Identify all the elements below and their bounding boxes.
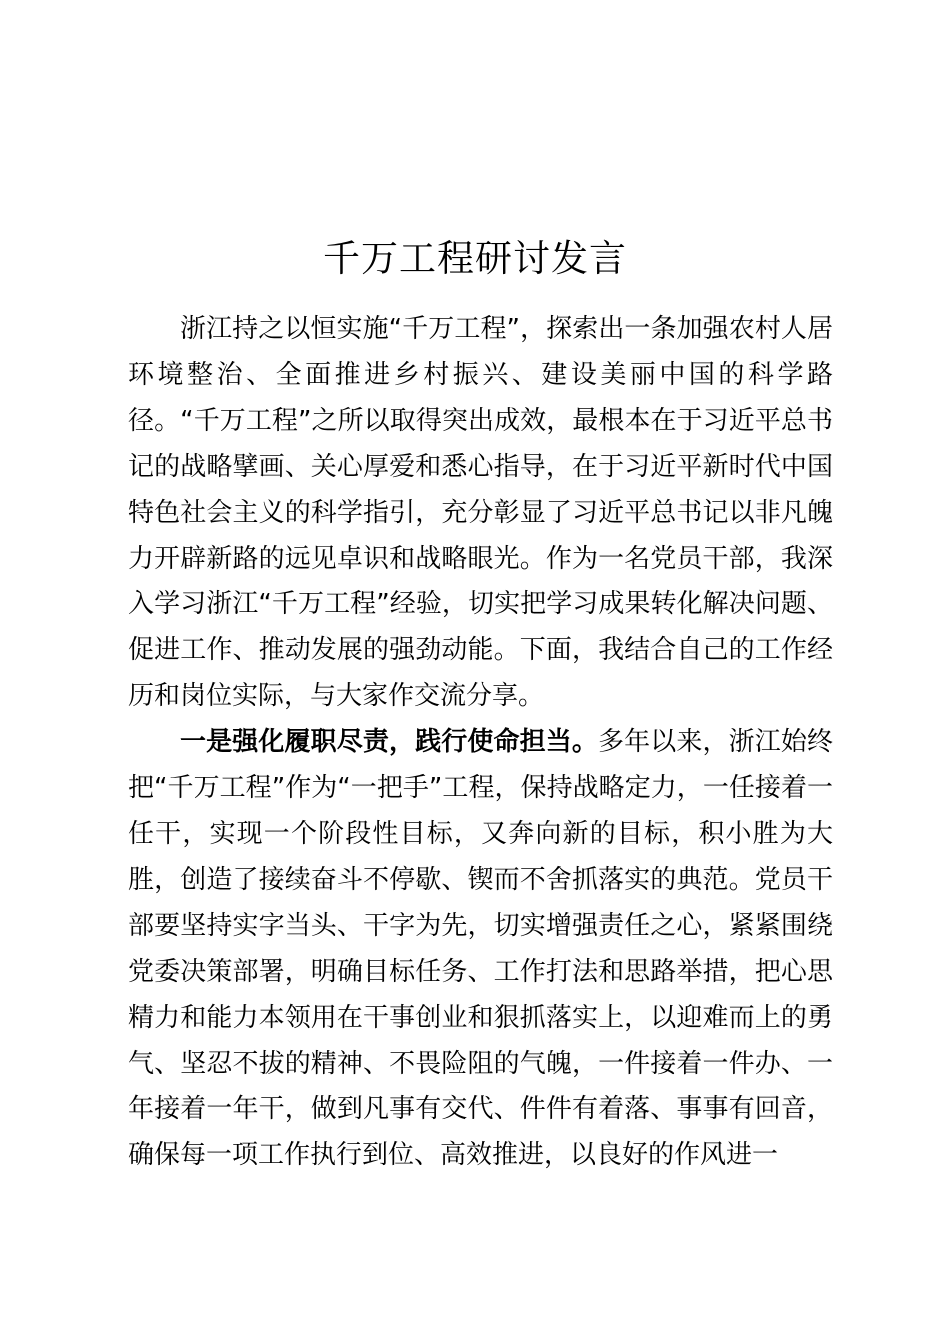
paragraph-text: 浙江持之以恒实施“千万工程”，探索出一条加强农村人居环境整治、全面推进乡村振兴、建设美丽中国的科学路径。“千万工程”之所以取得突出成效，最根本在于习近平总书记的战略擘画、关心厚爱和悉心指导，在于习近平新时代中国特色社会主义的科学指引，充分彰显了习近平总书记以非凡魄力开辟新路的远见卓识和战略眼光。作为一名党员干部，我深入学习浙江“千万工程”经验，切实把学习成果转化解决问题、促进工作、推动发展的强劲动能。下面，我结合自己的工作经历和岗位实际，与大家作交流分享。	[128, 314, 833, 712]
paragraph-lead: 一是强化履职尽责，践行使命担当。	[180, 727, 598, 758]
document-title: 千万工程研讨发言	[323, 236, 627, 280]
paragraph-text: 多年以来，浙江始终把“千万工程”作为“一把手”工程，保持战略定力，一任接着一任干，实现一个阶段性目标，又奔向新的目标，积小胜为大胜，创造了接续奋斗不停歇、锲而不舍抓落实的典范。党员干部要坚持实字当头、干字为先，切实增强责任之心，紧紧围绕党委决策部署，明确目标任务、工作打法和思路举措，把心思精力和能力本领用在干事创业和狠抓落实上，以迎难而上的勇气、坚忍不拔的精神、不畏险阻的气魄，一件接着一件办、一年接着一年干，做到凡事有交代、件件有着落、事事有回音，确保每一项工作执行到位、高效推进，以良好的作风进一	[128, 727, 833, 1171]
paragraph-point-one	[128, 720, 833, 1179]
paragraph-intro	[128, 307, 833, 720]
document-body	[128, 307, 833, 1179]
